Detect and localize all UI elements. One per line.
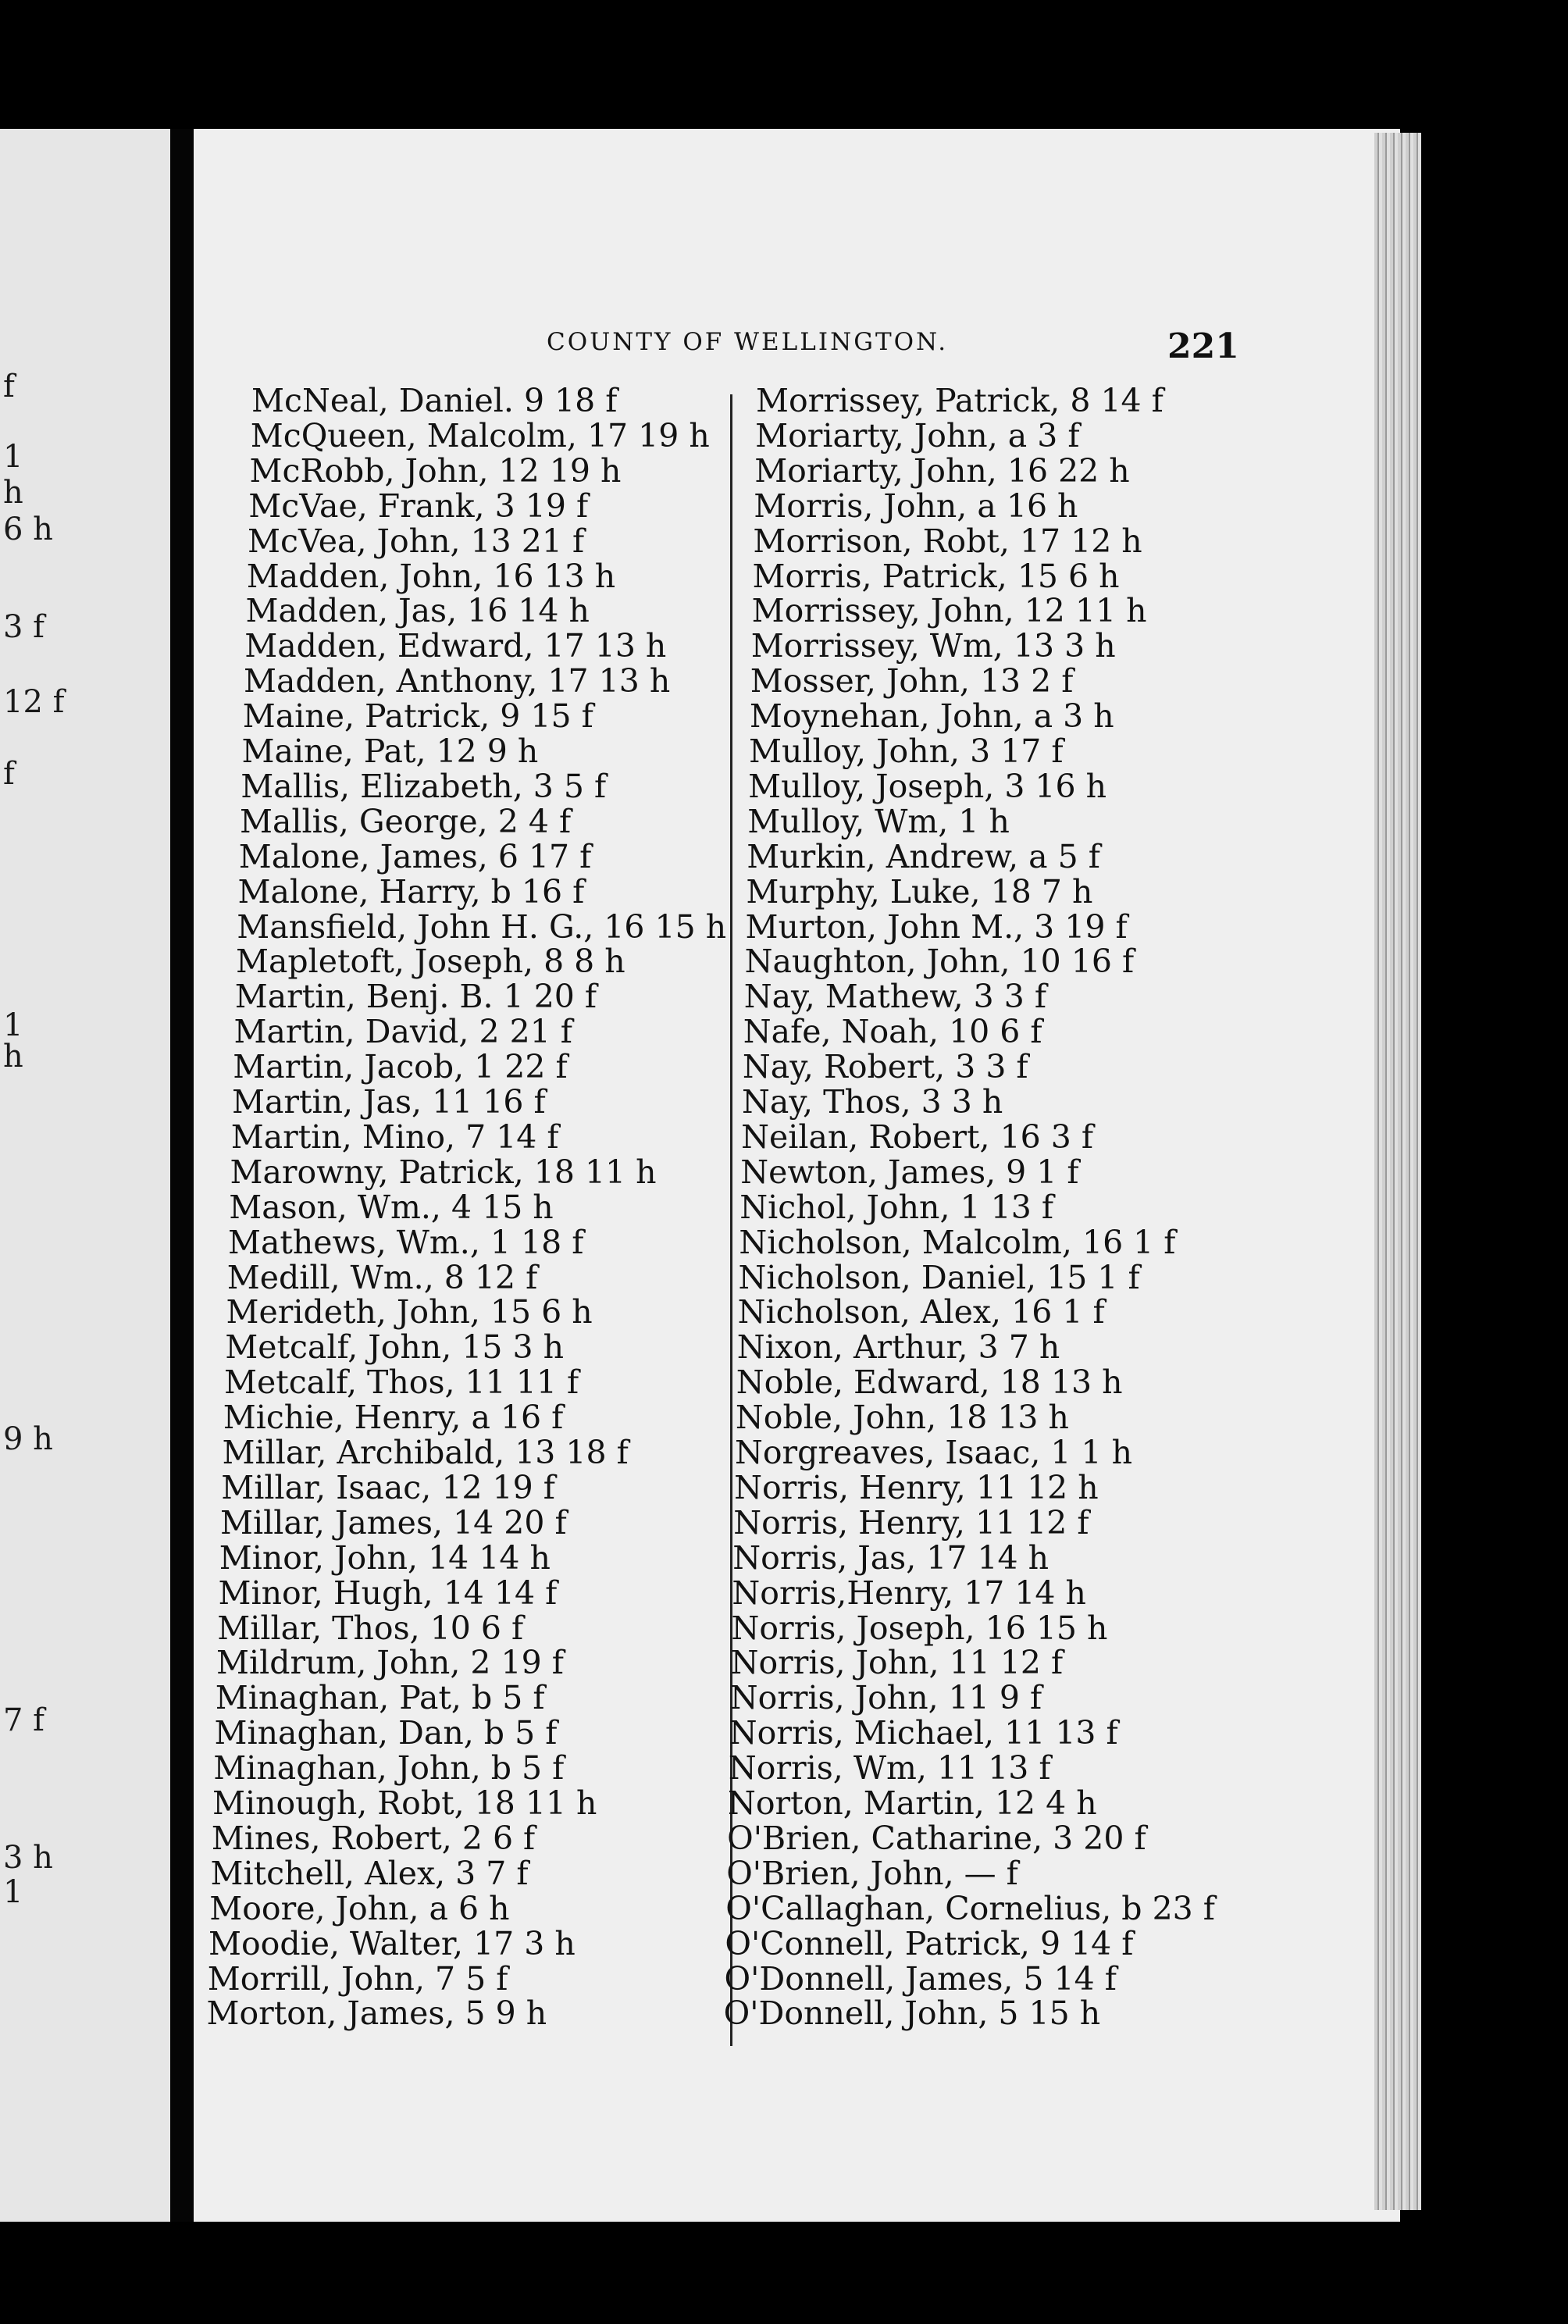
- directory-entry: Metcalf, Thos, 11 11 f: [224, 1363, 579, 1402]
- facing-page-text-fragment: h: [3, 1039, 23, 1075]
- directory-entry: Madden, John, 16 13 h: [246, 557, 616, 595]
- directory-entry: Martin, Jas, 11 16 f: [232, 1083, 546, 1121]
- directory-entry: O'Donnell, James, 5 14 f: [724, 1959, 1117, 1998]
- facing-page-text-fragment: 3 f: [3, 609, 45, 645]
- directory-entry: O'Brien, Catharine, 3 20 f: [727, 1819, 1146, 1857]
- directory-entry: Morrissey, John, 12 11 h: [751, 592, 1147, 630]
- facing-page-text-fragment: h: [3, 475, 23, 511]
- directory-entry: Nay, Robert, 3 3 f: [742, 1048, 1028, 1086]
- directory-entry: Michie, Henry, a 16 f: [223, 1399, 564, 1437]
- directory-entry: Nicholson, Alex, 16 1 f: [737, 1293, 1105, 1331]
- directory-entry: Madden, Anthony, 17 13 h: [244, 662, 671, 700]
- page-number: 221: [1167, 326, 1239, 366]
- directory-entry: Norris, John, 11 12 f: [730, 1644, 1064, 1682]
- directory-entry: Norris, Henry, 11 12 f: [733, 1503, 1089, 1542]
- directory-entry: Murphy, Luke, 18 7 h: [746, 872, 1093, 911]
- facing-page-fragment: [0, 129, 170, 2222]
- directory-entry: Murton, John M., 3 19 f: [745, 907, 1128, 946]
- facing-page-text-fragment: 9 h: [3, 1421, 53, 1457]
- directory-entry: Nixon, Arthur, 3 7 h: [736, 1328, 1060, 1367]
- directory-entry: Mildrum, John, 2 19 f: [216, 1644, 564, 1682]
- directory-entry: Mason, Wm., 4 15 h: [229, 1188, 554, 1226]
- directory-entry: Murkin, Andrew, a 5 f: [747, 837, 1100, 875]
- directory-entry: Millar, James, 14 20 f: [220, 1503, 567, 1542]
- directory-entry: Medill, Wm., 8 12 f: [226, 1258, 538, 1296]
- directory-entry: Martin, Jacob, 1 22 f: [233, 1048, 568, 1086]
- directory-entry: Morton, James, 5 9 h: [206, 1994, 547, 2033]
- directory-entry: Moynehan, John, a 3 h: [749, 697, 1114, 736]
- directory-entry: Neilan, Robert, 16 3 f: [741, 1117, 1094, 1156]
- directory-entry: Naughton, John, 10 16 f: [744, 943, 1135, 981]
- directory-entry: O'Donnell, John, 5 15 h: [723, 1994, 1101, 2033]
- directory-entry: Norris,Henry, 17 14 h: [732, 1574, 1086, 1612]
- directory-entry: O'Callaghan, Cornelius, b 23 f: [725, 1889, 1215, 1927]
- directory-entry: Merideth, John, 15 6 h: [226, 1293, 593, 1331]
- directory-entry: Norton, Martin, 12 4 h: [728, 1784, 1097, 1822]
- directory-entry: Martin, Benj. B. 1 20 f: [234, 978, 597, 1016]
- directory-entry: Minaghan, Pat, b 5 f: [215, 1679, 545, 1717]
- directory-entry: Mulloy, John, 3 17 f: [749, 732, 1064, 770]
- directory-entry: Norris, Joseph, 16 15 h: [731, 1609, 1108, 1647]
- facing-page-text-fragment: 1: [3, 1874, 23, 1910]
- directory-entry: Norris, Wm, 11 13 f: [728, 1749, 1051, 1788]
- directory-entry: McQueen, Malcolm, 17 19 h: [250, 416, 710, 454]
- facing-page-text-fragment: f: [3, 369, 15, 405]
- directory-entry: Minaghan, John, b 5 f: [213, 1749, 565, 1788]
- directory-entry: McRobb, John, 12 19 h: [249, 451, 622, 490]
- directory-entry: Nicholson, Daniel, 15 1 f: [738, 1258, 1140, 1296]
- directory-entry: Minor, Hugh, 14 14 f: [218, 1574, 558, 1612]
- directory-entry: Marowny, Patrick, 18 11 h: [230, 1153, 657, 1191]
- directory-entry: Moriarty, John, a 3 f: [755, 416, 1080, 454]
- directory-entry: Mosser, John, 13 2 f: [750, 662, 1074, 700]
- directory-entry: Mulloy, Joseph, 3 16 h: [748, 767, 1107, 805]
- directory-entry: McNeal, Daniel. 9 18 f: [251, 382, 618, 419]
- directory-entry: Morris, John, a 16 h: [754, 487, 1078, 525]
- directory-entry: Metcalf, John, 15 3 h: [225, 1328, 564, 1367]
- directory-entry: O'Brien, John, — f: [726, 1854, 1018, 1892]
- directory-entry: Mapletoft, Joseph, 8 8 h: [236, 943, 625, 981]
- directory-entry: Maine, Patrick, 9 15 f: [242, 697, 593, 736]
- directory-entry: Norgreaves, Isaac, 1 1 h: [735, 1434, 1133, 1471]
- facing-page-text-fragment: 1: [3, 439, 23, 475]
- directory-entry: Moodie, Walter, 17 3 h: [208, 1924, 576, 1962]
- directory-entry: Nay, Thos, 3 3 h: [742, 1083, 1003, 1121]
- facing-page-text-fragment: 6 h: [3, 511, 53, 547]
- facing-page-text-fragment: 3 h: [3, 1840, 53, 1876]
- directory-entry: Morrissey, Wm, 13 3 h: [750, 627, 1116, 665]
- page-header-title: COUNTY OF WELLINGTON.: [547, 328, 949, 356]
- directory-entry: Moore, John, a 6 h: [209, 1889, 510, 1927]
- directory-entry: Morrison, Robt, 17 12 h: [753, 522, 1142, 560]
- directory-entry: Norris, Henry, 11 12 h: [734, 1468, 1099, 1506]
- directory-entry: Newton, James, 9 1 f: [740, 1153, 1079, 1191]
- directory-entry: Nay, Mathew, 3 3 f: [743, 978, 1047, 1016]
- directory-entry: Mallis, George, 2 4 f: [240, 802, 572, 840]
- directory-entry: Millar, Thos, 10 6 f: [217, 1609, 524, 1647]
- directory-entry: Madden, Jas, 16 14 h: [245, 592, 590, 630]
- directory-entry: Morrill, John, 7 5 f: [207, 1959, 508, 1998]
- directory-entry: Noble, Edward, 18 13 h: [736, 1363, 1123, 1402]
- directory-entry: Malone, Harry, b 16 f: [237, 872, 585, 911]
- directory-entry: Millar, Isaac, 12 19 f: [221, 1468, 555, 1506]
- directory-entry: Madden, Edward, 17 13 h: [244, 627, 667, 665]
- directory-entry: Morrissey, Patrick, 8 14 f: [756, 382, 1164, 419]
- directory-entry: Minor, John, 14 14 h: [219, 1538, 551, 1577]
- facing-page-text-fragment: f: [3, 756, 15, 792]
- facing-page-text-fragment: 7 f: [3, 1702, 45, 1738]
- directory-entry: Mines, Robert, 2 6 f: [211, 1819, 536, 1857]
- facing-page-text-fragment: 12 f: [3, 684, 65, 720]
- directory-entry: Norris, Michael, 11 13 f: [729, 1714, 1118, 1752]
- directory-entry: O'Connell, Patrick, 9 14 f: [725, 1924, 1134, 1962]
- directory-entry: Mitchell, Alex, 3 7 f: [210, 1854, 529, 1892]
- directory-entry: Moriarty, John, 16 22 h: [754, 451, 1130, 490]
- directory-entry: Martin, Mino, 7 14 f: [230, 1117, 559, 1156]
- directory-entry: Malone, James, 6 17 f: [238, 837, 592, 875]
- directory-entry: Millar, Archibald, 13 18 f: [222, 1434, 629, 1471]
- directory-entry: Nafe, Noah, 10 6 f: [743, 1013, 1042, 1051]
- directory-entry: Nichol, John, 1 13 f: [739, 1188, 1054, 1226]
- directory-entry: Nicholson, Malcolm, 16 1 f: [739, 1223, 1176, 1261]
- directory-entry: Minough, Robt, 18 11 h: [212, 1784, 597, 1822]
- directory-entry: Mallis, Elizabeth, 3 5 f: [241, 767, 607, 805]
- directory-entry: Morris, Patrick, 15 6 h: [752, 557, 1120, 595]
- facing-page-text-fragment: 1: [3, 1007, 23, 1043]
- directory-entry: Minaghan, Dan, b 5 f: [214, 1714, 558, 1752]
- book-gutter: [170, 129, 194, 2222]
- directory-entry: Martin, David, 2 21 f: [233, 1013, 572, 1051]
- directory-entry: Norris, John, 11 9 f: [729, 1679, 1042, 1717]
- directory-entry: McVea, John, 13 21 f: [248, 522, 585, 560]
- directory-entry: Mansfield, John H. G., 16 15 h: [237, 907, 727, 946]
- directory-entry: Mulloy, Wm, 1 h: [747, 802, 1010, 840]
- directory-entry: Mathews, Wm., 1 18 f: [228, 1223, 584, 1261]
- directory-entry: McVae, Frank, 3 19 f: [248, 487, 589, 525]
- directory-entry: Noble, John, 18 13 h: [735, 1399, 1069, 1437]
- page-edge: [1374, 133, 1421, 2210]
- directory-entry: Maine, Pat, 12 9 h: [241, 732, 539, 770]
- directory-entry: Norris, Jas, 17 14 h: [732, 1538, 1049, 1577]
